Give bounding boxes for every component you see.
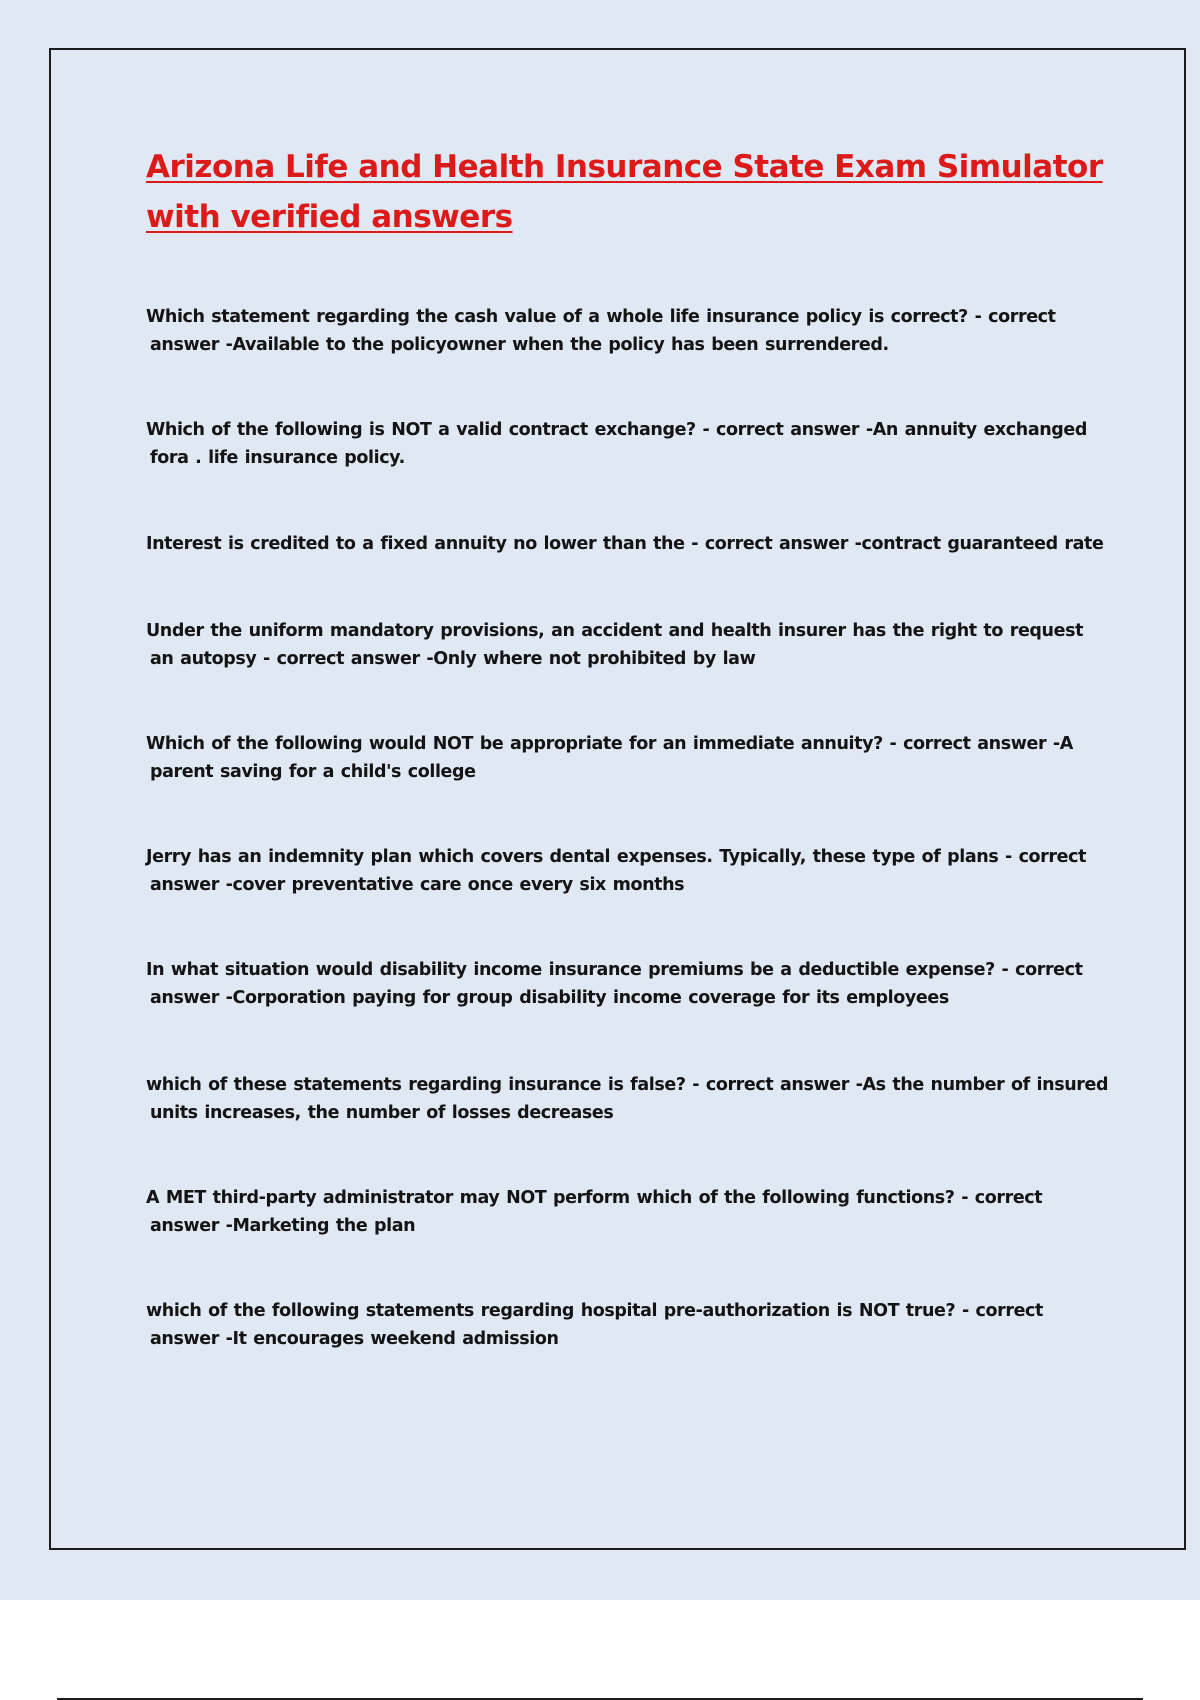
qa-item [146,303,1096,359]
qa-line: answer -Corporation paying for group disability income coverage for its employees [150,988,949,1008]
qa-line: which of these statements regarding insurance is false? - correct answer -As the number of insured [146,1075,1109,1095]
qa-line: Which of the following is NOT a valid contract exchange? - correct answer -An annuity exchanged [146,420,1088,440]
qa-line: parent saving for a child's college [150,762,476,782]
qa-item [146,730,1096,786]
qa-line: Interest is credited to a fixed annuity no lower than the - correct answer -contract guaranteed rate [146,534,1104,554]
qa-item [146,843,1096,899]
qa-line: Under the uniform mandatory provisions, an accident and health insurer has the right to request [146,621,1084,641]
qa-line: Which of the following would NOT be appropriate for an immediate annuity? - correct answer -A [146,734,1073,754]
qa-line: A MET third-party administrator may NOT perform which of the following functions? - correct [146,1188,1043,1208]
qa-line: answer -Marketing the plan [150,1216,416,1236]
title-line: with verified answers [146,199,513,235]
qa-item [146,1184,1096,1240]
qa-line: answer -Available to the policyowner when the policy has been surrendered. [150,335,889,355]
qa-line: an autopsy - correct answer -Only where not prohibited by law [150,649,756,669]
qa-item [146,416,1096,472]
qa-line: Jerry has an indemnity plan which covers dental expenses. Typically, these type of plans - correct [146,847,1087,867]
qa-item [146,956,1096,1012]
qa-item [146,617,1096,673]
qa-item [146,530,1104,558]
qa-line: units increases, the number of losses decreases [150,1103,614,1123]
qa-line: which of the following statements regarding hospital pre-authorization is NOT true? - correct [146,1301,1043,1321]
qa-item [146,1071,1109,1127]
qa-item [146,1297,1096,1353]
qa-line: answer -It encourages weekend admission [150,1329,559,1349]
title-line: Arizona Life and Health Insurance State Exam Simulator [146,149,1103,185]
document-title [146,142,1106,242]
qa-line: In what situation would disability income insurance premiums be a deductible expense? - correct [146,960,1083,980]
qa-line: fora . life insurance policy. [150,448,405,468]
qa-line: Which statement regarding the cash value of a whole life insurance policy is correct? - correct [146,307,1056,327]
qa-line: answer -cover preventative care once every six months [150,875,685,895]
